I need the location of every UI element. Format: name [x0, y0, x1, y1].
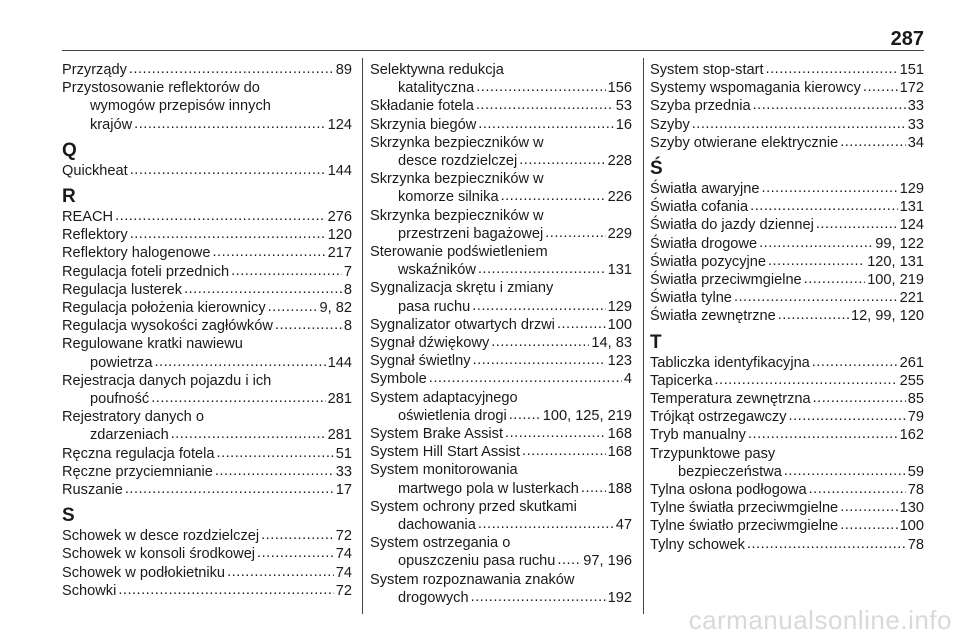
index-entry [370, 334, 632, 352]
index-entry [650, 499, 924, 517]
index-term: System monitorowania [370, 462, 518, 479]
index-term: Światła tylne [650, 290, 732, 307]
index-term-continued: dachowania [398, 517, 476, 534]
index-entry [62, 372, 352, 408]
index-term-continued: wymogów przepisów innych [90, 98, 271, 115]
index-page-ref: 217 [327, 245, 352, 262]
index-entry [370, 97, 632, 115]
dot-leader [768, 252, 865, 270]
index-entry [62, 317, 352, 335]
index-entry [62, 299, 352, 317]
index-term: System Brake Assist [370, 426, 504, 443]
dot-leader [151, 389, 325, 407]
index-term-continued: martwego pola w lusterkach [398, 480, 579, 497]
index-term: Przyrządy [62, 62, 127, 78]
index-term: Tabliczka identyfikacyjna [650, 354, 810, 371]
index-entry [370, 170, 632, 206]
dot-leader [692, 115, 906, 133]
index-page-ref: 78 [907, 482, 924, 499]
index-entry [62, 79, 352, 134]
index-entry [370, 498, 632, 534]
index-entry [62, 244, 352, 262]
index-entry [650, 445, 924, 481]
index-entry [62, 208, 352, 226]
index-page-ref: 85 [907, 391, 924, 408]
dot-leader [154, 353, 325, 371]
index-term: Schowek w konsoli środkowej [62, 546, 256, 563]
dot-leader [840, 498, 897, 516]
dot-leader [519, 151, 605, 169]
index-page-ref: 53 [615, 98, 632, 115]
dot-leader [789, 407, 906, 425]
index-term: Tylne światła przeciwmgielne [650, 500, 839, 517]
index-term: Światła do jazdy dziennej [650, 217, 814, 234]
index-term: Światła cofania [650, 199, 749, 216]
index-page-ref: 78 [907, 536, 924, 553]
dot-leader [130, 225, 326, 243]
index-term: Regulacja wysokości zagłówków [62, 318, 273, 335]
dot-leader [734, 288, 898, 306]
index-entry [370, 571, 632, 607]
index-page-ref: 51 [335, 445, 352, 462]
index-entry [650, 97, 924, 115]
dot-leader [509, 406, 541, 424]
index-page-ref: 156 [607, 80, 632, 97]
index-page-ref: 276 [327, 209, 352, 226]
index-term: Składanie fotela [370, 98, 474, 115]
index-page-ref: 16 [615, 116, 632, 133]
index-page-ref: 281 [327, 391, 352, 408]
dot-leader [134, 115, 325, 133]
index-term: Światła drogowe [650, 235, 758, 252]
index-page-ref: 144 [327, 162, 352, 179]
index-entry [650, 390, 924, 408]
dot-leader [557, 551, 581, 569]
index-term-continued: zdarzeniach [90, 427, 169, 444]
index-entry [62, 445, 352, 463]
index-page-ref: 7 [343, 263, 352, 280]
dot-leader [184, 280, 342, 298]
index-entry [370, 461, 632, 497]
dot-leader [215, 462, 334, 480]
dot-leader [429, 369, 622, 387]
index-entry [370, 207, 632, 243]
index-page-ref: 192 [607, 589, 632, 606]
index-entry [62, 481, 352, 499]
index-page-ref: 120 [327, 227, 352, 244]
dot-leader [476, 78, 605, 96]
dot-leader [491, 333, 589, 351]
index-entry [370, 425, 632, 443]
index-entry [370, 116, 632, 134]
index-page-ref: 74 [335, 546, 352, 563]
dot-leader [522, 442, 606, 460]
index-term: Regulacja położenia kierownicy [62, 300, 266, 317]
index-entry [650, 426, 924, 444]
index-entry [62, 527, 352, 545]
index-term-continued: wskaźników [398, 262, 476, 279]
dot-leader [813, 389, 906, 407]
index-entry [62, 162, 352, 180]
index-entry [650, 180, 924, 198]
index-page-ref: 99, 122 [875, 235, 924, 252]
index-page-ref: 100 [899, 518, 924, 535]
index-term: System ostrzegania o [370, 535, 511, 552]
index-term: Światła awaryjne [650, 181, 760, 198]
index-term: Systemy wspomagania kierowcy [650, 80, 861, 97]
index-term: Temperatura zewnętrzna [650, 391, 811, 408]
index-page-ref: 14, 83 [591, 335, 632, 352]
index-term: Szyba przednia [650, 98, 751, 115]
dot-leader [115, 207, 326, 225]
dot-leader [840, 516, 897, 534]
dot-leader [557, 315, 606, 333]
index-page-ref: 281 [327, 427, 352, 444]
index-term: System rozpoznawania znaków [370, 571, 575, 588]
dot-leader [804, 270, 866, 288]
dot-leader [125, 480, 334, 498]
index-term: Ruszanie [62, 482, 123, 499]
dot-leader [748, 425, 898, 443]
index-letter-heading: T [650, 331, 662, 353]
index-entry [650, 307, 924, 325]
index-page-ref: 172 [899, 80, 924, 97]
index-term: Szyby otwierane elektrycznie [650, 134, 839, 151]
index-term: Sygnalizator otwartych drzwi [370, 316, 555, 333]
index-entry [370, 61, 632, 97]
index-entry [650, 198, 924, 216]
index-term: Sterowanie podświetleniem [370, 244, 548, 261]
index-term: Skrzynka bezpieczników w [370, 171, 544, 188]
dot-leader [840, 133, 906, 151]
index-page-ref: 226 [607, 189, 632, 206]
dot-leader [476, 96, 614, 114]
index-entry [62, 226, 352, 244]
index-entry [62, 61, 352, 79]
header-rule [62, 50, 924, 51]
index-entry [62, 281, 352, 299]
dot-leader [816, 215, 898, 233]
index-term-continued: pasa ruchu [398, 298, 471, 315]
index-entry [62, 263, 352, 281]
index-term: Tylna osłona podłogowa [650, 482, 807, 499]
index-page-ref: 129 [899, 181, 924, 198]
index-term: Sygnał świetlny [370, 353, 471, 370]
index-page-ref: 79 [907, 409, 924, 426]
index-term-continued: bezpieczeństwa [678, 463, 782, 480]
index-page-ref: 228 [607, 153, 632, 170]
index-term: Skrzynka bezpieczników w [370, 134, 544, 151]
index-page-ref: 129 [607, 298, 632, 315]
dot-leader [778, 306, 849, 324]
index-entry [650, 408, 924, 426]
index-column-2 [370, 61, 632, 607]
index-entry [62, 408, 352, 444]
dot-leader [473, 351, 606, 369]
index-page-ref: 33 [907, 116, 924, 133]
index-column-3 [650, 61, 924, 554]
index-page-ref: 131 [899, 199, 924, 216]
index-page-ref: 162 [899, 427, 924, 444]
index-term-continued: przestrzeni bagażowej [398, 225, 544, 242]
index-page-ref: 74 [335, 564, 352, 581]
dot-leader [268, 298, 318, 316]
dot-leader [863, 78, 898, 96]
index-entry [650, 354, 924, 372]
dot-leader [759, 234, 873, 252]
index-entry [62, 463, 352, 481]
dot-leader [762, 179, 898, 197]
index-entry [650, 79, 924, 97]
index-letter-heading: Ś [650, 158, 663, 180]
index-page-ref: 4 [623, 371, 632, 388]
dot-leader [766, 60, 898, 78]
index-term: Skrzynka bezpieczników w [370, 207, 544, 224]
index-term: Sygnał dźwiękowy [370, 335, 490, 352]
index-page-ref: 168 [607, 426, 632, 443]
index-entry [650, 235, 924, 253]
index-term: Rejestracja danych pojazdu i ich [62, 372, 272, 389]
index-term: Schowek w desce rozdzielczej [62, 528, 260, 545]
index-entry [370, 279, 632, 315]
index-page-ref: 130 [899, 500, 924, 517]
index-page-ref: 168 [607, 444, 632, 461]
index-entry [650, 481, 924, 499]
index-term: Regulacja foteli przednich [62, 263, 230, 280]
index-page-ref: 144 [327, 354, 352, 371]
index-entry [650, 61, 924, 79]
index-entry [650, 271, 924, 289]
dot-leader [261, 526, 334, 544]
watermark: carmanualsonline.info [688, 605, 952, 635]
index-term-continued: poufność [90, 391, 150, 408]
index-term: Regulowane kratki nawiewu [62, 336, 243, 353]
index-page-ref: 123 [607, 353, 632, 370]
index-page-ref: 9, 82 [319, 300, 352, 317]
index-entry [650, 116, 924, 134]
index-term-continued: drogowych [398, 589, 469, 606]
index-term: Tapicerka [650, 372, 713, 389]
index-entry [62, 335, 352, 371]
index-term: Sygnalizacja skrętu i zmiany [370, 280, 554, 297]
dot-leader [231, 262, 342, 280]
index-entry [370, 134, 632, 170]
index-entry [62, 545, 352, 563]
index-term: Światła przeciwmgielne [650, 272, 802, 289]
dot-leader [747, 535, 906, 553]
index-page-ref: 255 [899, 372, 924, 389]
index-page-ref: 151 [899, 62, 924, 78]
index-page-ref: 100, 219 [867, 272, 924, 289]
index-page-ref: 97, 196 [583, 553, 632, 570]
index-term: Schowek w podłokietniku [62, 564, 226, 581]
index-entry [62, 582, 352, 600]
index-letter-heading: S [62, 505, 75, 527]
index-term-continued: oświetlenia drogi [398, 407, 507, 424]
dot-leader [171, 425, 326, 443]
dot-leader [545, 224, 605, 242]
index-term: Światła pozycyjne [650, 253, 766, 270]
index-page-ref: 72 [335, 528, 352, 545]
index-term-continued: komorze silnika [398, 189, 499, 206]
index-term: Szyby [650, 116, 690, 133]
dot-leader [472, 297, 605, 315]
index-term: System Hill Start Assist [370, 444, 521, 461]
dot-leader [714, 371, 897, 389]
index-term: System ochrony przed skutkami [370, 498, 577, 515]
index-term: Trójkąt ostrzegawczy [650, 409, 787, 426]
index-page-ref: 17 [335, 482, 352, 499]
index-page-ref: 100, 125, 219 [542, 407, 632, 424]
index-page-ref: 100 [607, 316, 632, 333]
index-entry [370, 243, 632, 279]
dot-leader [227, 563, 334, 581]
dot-leader [478, 115, 614, 133]
index-entry [62, 564, 352, 582]
index-page-ref: 34 [907, 134, 924, 151]
index-term: Trzypunktowe pasy [650, 445, 776, 462]
index-term: Rejestratory danych o [62, 409, 204, 426]
index-term-continued: powietrza [90, 354, 153, 371]
index-term: Ręczne przyciemnianie [62, 463, 213, 480]
index-term: Symbole [370, 371, 427, 388]
dot-leader [750, 197, 897, 215]
index-term-continued: desce rozdzielczej [398, 153, 518, 170]
index-entry [370, 316, 632, 334]
dot-leader [212, 243, 325, 261]
dot-leader [129, 60, 334, 78]
index-page-ref: 229 [607, 225, 632, 242]
index-page-ref: 8 [343, 281, 352, 298]
index-page-ref: 33 [907, 98, 924, 115]
page-number: 287 [890, 28, 924, 50]
dot-leader [478, 260, 606, 278]
dot-leader [217, 444, 334, 462]
dot-leader [753, 96, 906, 114]
index-term: Schowki [62, 582, 117, 599]
index-entry [650, 536, 924, 554]
index-page-ref: 33 [335, 463, 352, 480]
index-term: Reflektory [62, 227, 128, 244]
dot-leader [471, 588, 606, 606]
dot-leader [257, 544, 334, 562]
index-term: Tylny schowek [650, 536, 745, 553]
dot-leader [130, 161, 326, 179]
index-entry [370, 370, 632, 388]
index-page-ref: 131 [607, 262, 632, 279]
column-divider [362, 58, 363, 614]
index-entry [370, 389, 632, 425]
index-entry [650, 134, 924, 152]
index-entry [650, 216, 924, 234]
index-term: Ręczna regulacja fotela [62, 445, 215, 462]
index-letter-heading: Q [62, 139, 77, 161]
index-term: Selektywna redukcja [370, 62, 504, 78]
index-term: REACH [62, 209, 114, 226]
index-page-ref: 124 [899, 217, 924, 234]
index-term-continued: krajów [90, 116, 133, 133]
index-entry [650, 289, 924, 307]
index-page-ref: 59 [907, 463, 924, 480]
index-term: Światła zewnętrzne [650, 308, 776, 325]
index-entry [370, 352, 632, 370]
dot-leader [784, 462, 906, 480]
index-page-ref: 72 [335, 582, 352, 599]
index-term: Quickheat [62, 162, 128, 179]
index-page-ref: 221 [899, 290, 924, 307]
dot-leader [809, 480, 906, 498]
dot-leader [118, 581, 333, 599]
index-entry [650, 253, 924, 271]
index-entry [650, 517, 924, 535]
index-page-ref: 47 [615, 517, 632, 534]
index-page-ref: 124 [327, 116, 352, 133]
index-term: Regulacja lusterek [62, 281, 183, 298]
dot-leader [505, 424, 606, 442]
index-letter-heading: R [62, 186, 76, 208]
dot-leader [812, 353, 898, 371]
index-term: Przystosowanie reflektorów do [62, 80, 260, 97]
index-entry [370, 534, 632, 570]
index-page-ref: 12, 99, 120 [850, 308, 924, 325]
dot-leader [581, 479, 606, 497]
index-term-continued: katalityczna [398, 80, 475, 97]
index-term: Tylne światło przeciwmgielne [650, 518, 839, 535]
index-page-ref: 261 [899, 354, 924, 371]
index-term: System adaptacyjnego [370, 389, 518, 406]
column-divider [643, 58, 644, 614]
index-column-1 [62, 61, 352, 600]
index-term: Reflektory halogenowe [62, 245, 211, 262]
index-page-ref: 120, 131 [867, 253, 924, 270]
index-term-continued: opuszczeniu pasa ruchu [398, 553, 556, 570]
index-entry [650, 372, 924, 390]
index-page-ref: 8 [343, 318, 352, 335]
dot-leader [275, 316, 342, 334]
index-page-ref: 188 [607, 480, 632, 497]
index-term: System stop-start [650, 62, 764, 78]
index-term: Skrzynia biegów [370, 116, 477, 133]
index-entry [370, 443, 632, 461]
dot-leader [501, 187, 606, 205]
dot-leader [478, 515, 614, 533]
index-term: Tryb manualny [650, 427, 746, 444]
index-page-ref: 89 [335, 62, 352, 78]
